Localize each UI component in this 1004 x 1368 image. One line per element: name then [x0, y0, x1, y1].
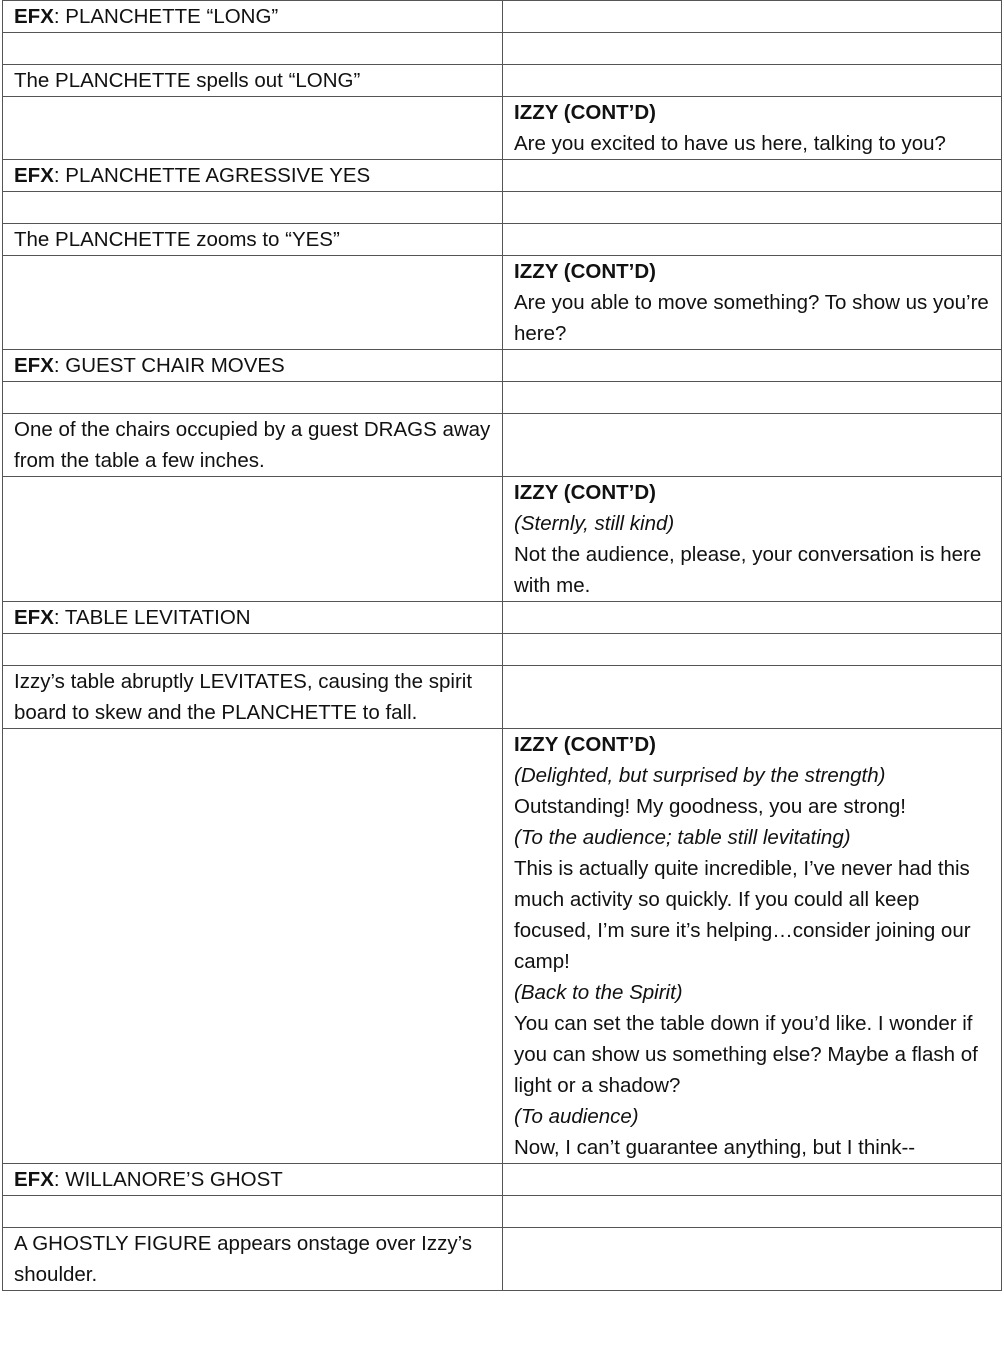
efx-row — [3, 1164, 1002, 1196]
efx-row — [3, 350, 1002, 382]
blank-row — [3, 33, 1002, 65]
blank-row — [3, 634, 1002, 666]
left-cell — [3, 192, 503, 224]
right-cell — [503, 224, 1002, 256]
action-text: The PLANCHETTE zooms to “YES” — [14, 228, 340, 251]
action-text: The PLANCHETTE spells out “LONG” — [14, 69, 361, 92]
right-cell — [503, 97, 1002, 160]
left-cell — [3, 634, 503, 666]
action-row — [3, 65, 1002, 97]
dialogue-row — [3, 477, 1002, 602]
left-cell — [3, 1164, 503, 1196]
left-cell — [3, 65, 503, 97]
blank-row — [3, 192, 1002, 224]
left-cell — [3, 97, 503, 160]
dialogue-line: You can set the table down if you’d like. I wonder if you can show us something else? Maybe a flash of light or a shadow? — [514, 1012, 978, 1097]
efx-label: EFX — [14, 5, 54, 28]
left-cell — [3, 1196, 503, 1228]
action-text: One of the chairs occupied by a guest DRAGS away from the table a few inches. — [14, 418, 491, 472]
dialogue-row — [3, 97, 1002, 160]
left-cell — [3, 224, 503, 256]
efx-label: EFX — [14, 1168, 54, 1191]
right-cell — [503, 65, 1002, 97]
parenthetical: (To audience) — [514, 1105, 639, 1128]
character-name: IZZY (CONT’D) — [514, 260, 656, 283]
right-cell — [503, 414, 1002, 477]
dialogue-line: Are you excited to have us here, talking to you? — [514, 132, 946, 155]
parenthetical: (To the audience; table still levitating) — [514, 826, 851, 849]
right-cell — [503, 729, 1002, 1164]
right-cell — [503, 160, 1002, 192]
dialogue-line: Not the audience, please, your conversation is here with me. — [514, 543, 982, 597]
efx-text: : TABLE LEVITATION — [53, 606, 251, 629]
efx-label: EFX — [14, 354, 54, 377]
right-cell — [503, 477, 1002, 602]
right-cell — [503, 33, 1002, 65]
right-cell — [503, 256, 1002, 350]
efx-label: EFX — [14, 164, 54, 187]
action-row — [3, 1228, 1002, 1291]
parenthetical: (Back to the Spirit) — [514, 981, 683, 1004]
dialogue-line: This is actually quite incredible, I’ve never had this much activity so quickly. If you could all keep focused, I’m sure it’s helping…consider joining our camp! — [514, 857, 971, 973]
action-text: Izzy’s table abruptly LEVITATES, causing the spirit board to skew and the PLANCHETTE to fall. — [14, 670, 473, 724]
left-cell — [3, 1, 503, 33]
character-name: IZZY (CONT’D) — [514, 101, 656, 124]
efx-label: EFX — [14, 606, 54, 629]
parenthetical: (Sternly, still kind) — [514, 512, 675, 535]
efx-row — [3, 1, 1002, 33]
right-cell — [503, 192, 1002, 224]
left-cell — [3, 382, 503, 414]
script-body — [3, 1, 1002, 1291]
left-cell — [3, 729, 503, 1164]
action-row — [3, 414, 1002, 477]
left-cell — [3, 602, 503, 634]
left-cell — [3, 256, 503, 350]
efx-text: : PLANCHETTE AGRESSIVE YES — [53, 164, 371, 187]
action-row — [3, 224, 1002, 256]
right-cell — [503, 1164, 1002, 1196]
dialogue-line: Outstanding! My goodness, you are strong! — [514, 795, 907, 818]
efx-row — [3, 160, 1002, 192]
blank-row — [3, 1196, 1002, 1228]
right-cell — [503, 1196, 1002, 1228]
character-name: IZZY (CONT’D) — [514, 481, 656, 504]
left-cell — [3, 666, 503, 729]
right-cell — [503, 634, 1002, 666]
dialogue-row — [3, 256, 1002, 350]
action-row — [3, 666, 1002, 729]
right-cell — [503, 1228, 1002, 1291]
right-cell — [503, 382, 1002, 414]
left-cell — [3, 414, 503, 477]
right-cell — [503, 666, 1002, 729]
blank-row — [3, 382, 1002, 414]
script-table — [2, 0, 1002, 1291]
parenthetical: (Delighted, but surprised by the strength) — [514, 764, 886, 787]
efx-text: : PLANCHETTE “LONG” — [53, 5, 279, 28]
character-name: IZZY (CONT’D) — [514, 733, 656, 756]
efx-text: : WILLANORE’S GHOST — [53, 1168, 283, 1191]
dialogue-row — [3, 729, 1002, 1164]
dialogue-line: Now, I can’t guarantee anything, but I think-- — [514, 1136, 916, 1159]
dialogue-line: Are you able to move something? To show us you’re here? — [514, 291, 989, 345]
left-cell — [3, 350, 503, 382]
right-cell — [503, 1, 1002, 33]
right-cell — [503, 350, 1002, 382]
left-cell — [3, 1228, 503, 1291]
right-cell — [503, 602, 1002, 634]
left-cell — [3, 33, 503, 65]
action-text: A GHOSTLY FIGURE appears onstage over Izzy’s shoulder. — [14, 1232, 473, 1286]
left-cell — [3, 160, 503, 192]
left-cell — [3, 477, 503, 602]
efx-text: : GUEST CHAIR MOVES — [53, 354, 285, 377]
efx-row — [3, 602, 1002, 634]
